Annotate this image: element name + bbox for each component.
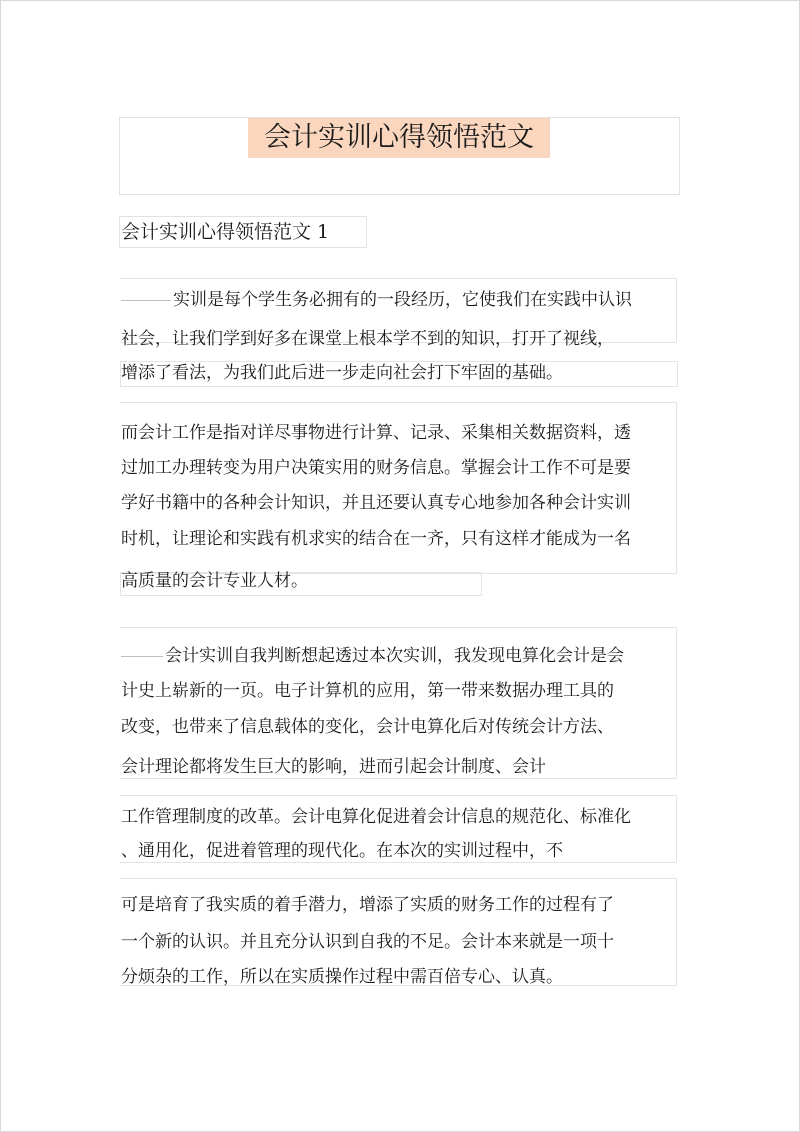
text-line: 时机，让理论和实践有机求实的结合在一齐，只有这样才能成为一名 [121,529,631,549]
text-line: 过加工办理转变为用户决策实用的财务信息。掌握会计工作不可是要 [121,458,631,478]
text-line: 高质量的会计专业人材。 [121,571,308,591]
text-line: 分烦杂的工作，所以在实质操作过程中需百倍专心、认真。 [121,967,563,987]
text-line: 一个新的认识。并且充分认识到自我的不足。会计本来就是一项十 [121,932,614,952]
text-line: 而会计工作是指对详尽事物进行计算、记录、采集相关数据资料，透 [121,423,631,443]
text-line: 、通用化，促进着管理的现代化。在本次的实训过程中，不 [121,841,563,861]
text-line: 工作管理制度的改革。会计电算化促进着会计信息的规范化、标准化 [121,807,631,827]
text-line: 实训是每个学生务必拥有的一段经历，它使我们在实践中认识 [173,290,632,310]
text-line: 改变，也带来了信息载体的变化，会计电算化后对传统会计方法、 [121,717,614,737]
paragraph-indent-line [121,300,171,301]
text-line: 可是培育了我实质的着手潜力，增添了实质的财务工作的过程有了 [121,895,614,915]
section-heading: 会计实训心得领悟范文 1 [121,221,330,243]
document-title: 会计实训心得领悟范文 [248,118,550,158]
text-line: 会计实训自我判断想起透过本次实训，我发现电算化会计是会 [165,646,624,666]
paragraph-indent-line [121,656,163,657]
text-line: 计史上崭新的一页。电子计算机的应用，第一带来数据办理工具的 [121,681,614,701]
text-line: 社会，让我们学到好多在课堂上根本学不到的知识，打开了视线， [121,329,614,349]
text-line: 增添了看法，为我们此后进一步走向社会打下牢固的基础。 [121,363,563,383]
text-line: 会计理论都将发生巨大的影响，进而引起会计制度、会计 [121,757,546,777]
text-line: 学好书籍中的各种会计知识，并且还要认真专心地参加各种会计实训 [121,493,631,513]
